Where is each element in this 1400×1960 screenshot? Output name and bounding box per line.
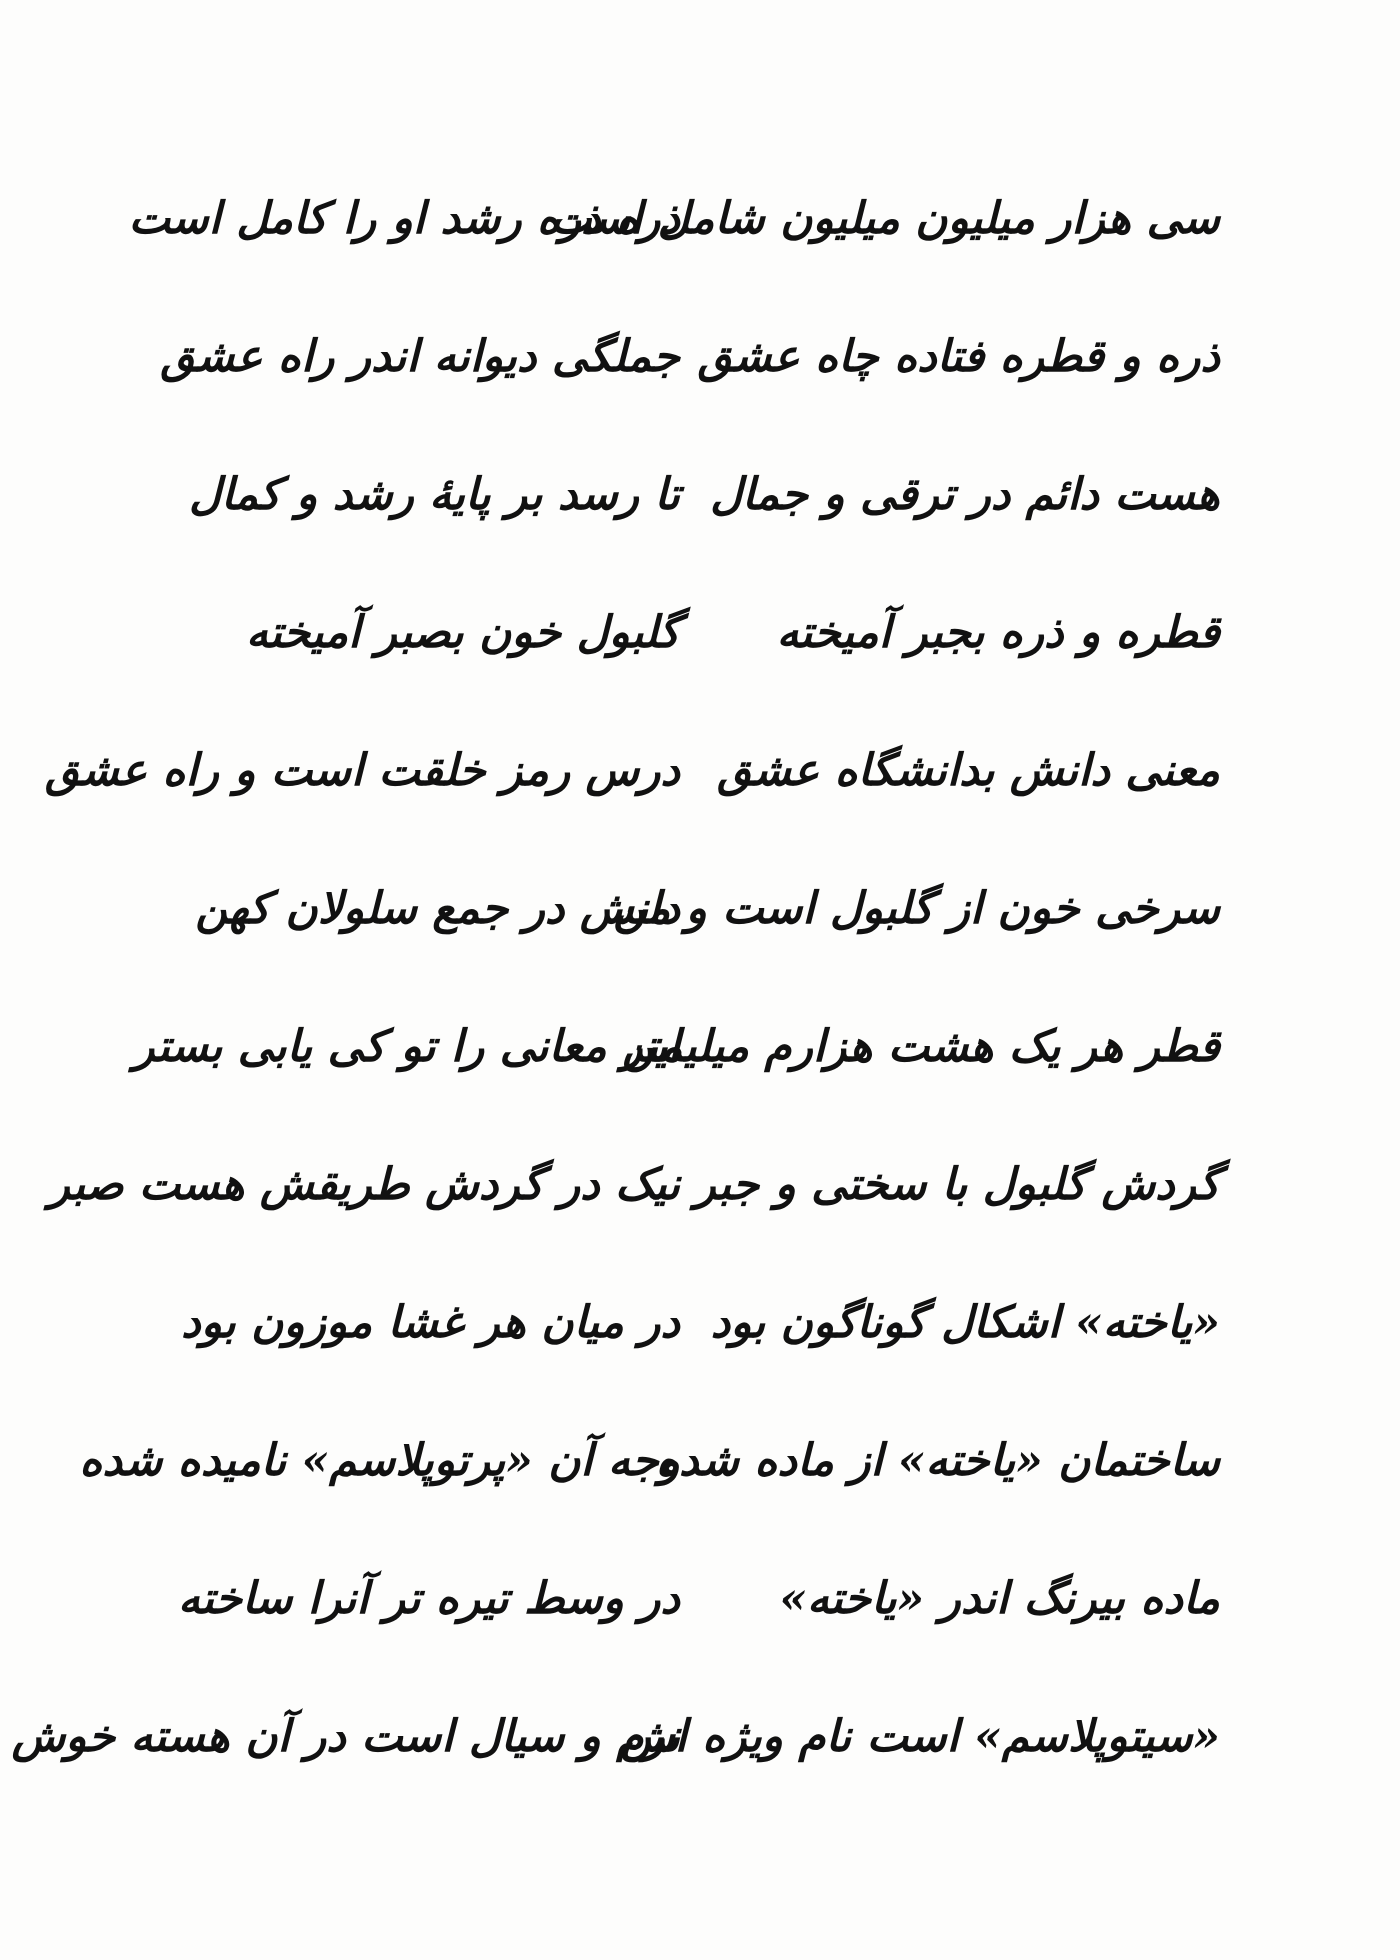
couplet <box>44 702 1220 840</box>
hemistich-right: سرخی خون از گلبول است و من <box>613 883 1220 935</box>
hemistich-left: ذره ذره رشد او را کامل است <box>128 193 680 245</box>
hemistich-left: گلبول خون بصبر آمیخته <box>246 607 680 659</box>
couplet <box>79 1392 1220 1530</box>
hemistich-left: دانش در جمع سلولان کهن <box>195 883 680 935</box>
hemistich-left: در میان هر غشا موزون بود <box>181 1297 680 1349</box>
couplet <box>230 564 1220 702</box>
hemistich-right: ذره و قطره فتاده چاه عشق <box>697 331 1220 383</box>
couplet <box>133 978 1220 1116</box>
couplet <box>11 1668 1220 1806</box>
hemistich-right: «سیتوپلاسم» است نام ویژه اش <box>620 1711 1220 1763</box>
hemistich-right: ماده بیرنگ اندر «یاخته» <box>779 1573 1220 1625</box>
hemistich-left: نرم و سیال است در آن هسته خوش <box>11 1711 680 1763</box>
hemistich-right: «یاخته» اشکال گوناگون بود <box>710 1297 1220 1349</box>
hemistich-left: این معانی را تو کی یابی بستر <box>133 1021 680 1073</box>
couplet <box>195 840 1220 978</box>
couplet <box>188 426 1220 564</box>
hemistich-right: سی هزار میلیون میلیون شامل است <box>549 193 1220 245</box>
couplet <box>160 288 1220 426</box>
couplet <box>181 1254 1220 1392</box>
poem-body <box>11 150 1220 1830</box>
couplet <box>48 1116 1220 1254</box>
couplet <box>128 150 1220 288</box>
hemistich-left: جملگی دیوانه اندر راه عشق <box>160 331 680 383</box>
hemistich-left: نیک در گردش طریقش هست صبر <box>48 1159 680 1211</box>
hemistich-right: قطره و ذره بجبر آمیخته <box>776 607 1220 659</box>
hemistich-right: ساختمان «یاخته» از ماده شده <box>655 1435 1220 1487</box>
hemistich-left: تا رسد بر پایهٔ رشد و کمال <box>188 469 680 521</box>
hemistich-right: هست دائم در ترقی و جمال <box>710 469 1220 521</box>
couplet <box>177 1530 1220 1668</box>
hemistich-right: معنی دانش بدانشگاه عشق <box>717 745 1220 797</box>
hemistich-left: درس رمز خلقت است و راه عشق <box>44 745 680 797</box>
hemistich-right: قطر هر یک هشت هزارم میلیمتر <box>621 1021 1220 1073</box>
hemistich-right: گردش گلبول با سختی و جبر <box>694 1159 1220 1211</box>
hemistich-left: در وسط تیره تر آنرا ساخته <box>177 1573 680 1625</box>
hemistich-left: وجه آن «پرتوپلاسم» نامیده شده <box>79 1435 680 1487</box>
